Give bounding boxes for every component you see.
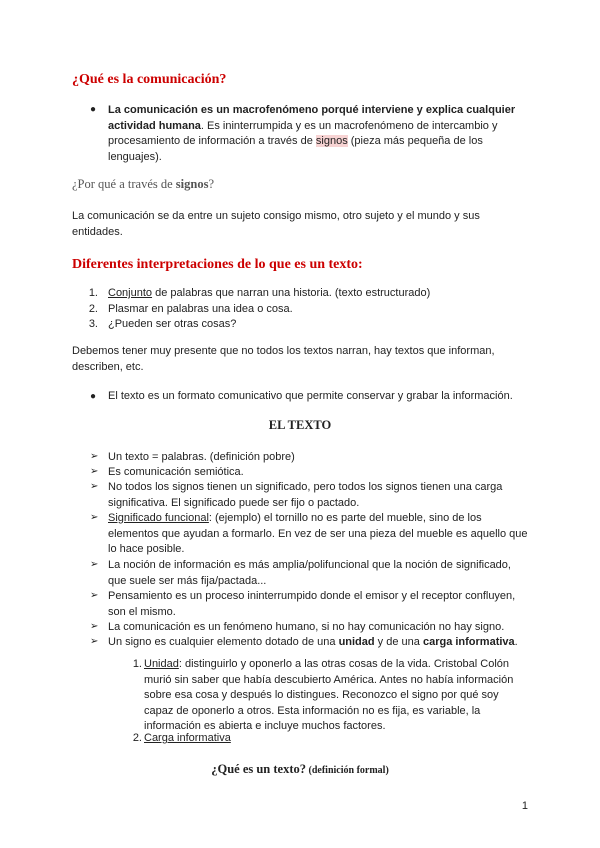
list-item: Un signo es cualquier elemento dotado de una unidad y de una carga informativa.: [108, 636, 518, 648]
arrow-bullet-icon: ➢: [90, 621, 99, 632]
arrow-bullet-icon: ➢: [90, 481, 99, 492]
list-item: Es comunicación semiótica.: [108, 466, 244, 478]
subheading-por-que-signos: ¿Por qué a través de signos?: [72, 177, 214, 191]
heading-interpretaciones: Diferentes interpretaciones de lo que es un texto:: [72, 257, 363, 272]
arrow-bullet-icon: ➢: [90, 512, 99, 523]
list-item: Unidad: distinguirlo y oponerlo a las otras cosas de la vida. Cristobal Colón murió sin saber que había descubierto América. Antes no había información sobre esa cosa y después lo distingues. Reconozco el signo por qué soy capaz de oponerlo a otros. Esta información no es fija, es variable, la información es abierta e incluye muchos factores.: [144, 658, 514, 732]
bullet-paragraph: [108, 103, 528, 165]
list-item: Un texto = palabras. (definición pobre): [108, 451, 295, 463]
page-number: 1: [521, 800, 528, 812]
heading-que-es-texto: ¿Qué es un texto? (definición formal): [211, 762, 389, 776]
list-item: Pensamiento es un proceso ininterrumpido donde el emisor y el receptor confluyen, son el mismo.: [108, 590, 516, 618]
highlight-signos: signos: [315, 135, 348, 147]
bullet-dot: ●: [90, 104, 97, 115]
arrow-bullet-icon: ➢: [90, 466, 99, 477]
heading-el-texto: EL TEXTO: [268, 418, 332, 432]
bullet-dot: ●: [90, 391, 97, 402]
list-item: Carga informativa: [144, 732, 231, 744]
bullet-text-end: (pieza más pequeña de los lenguajes).: [108, 135, 483, 163]
list-number: 1.: [132, 658, 142, 670]
bullet-bold-text: La comunicación es un macrofenómeno porqué interviene y explica cualquier actividad humana: [108, 104, 516, 132]
paragraph-comunicacion: La comunicación se da entre un sujeto consigo mismo, otro sujeto y el mundo y sus entidades.: [72, 210, 480, 238]
bullet-texto-formato: El texto es un formato comunicativo que permite conservar y grabar la información.: [108, 390, 513, 402]
arrow-bullet-icon: ➢: [90, 636, 99, 647]
list-item: Significado funcional: (ejemplo) el tornillo no es parte del mueble, sino de los elementos que ayudan a formarlo. En vez de ser una pieza del mueble es aquello que lo hace posible.: [108, 512, 528, 555]
arrow-bullet-icon: ➢: [90, 559, 99, 570]
list-item: No todos los signos tienen un significado, pero todos los signos tienen una carga significativa. El significado puede ser fijo o pactado.: [108, 481, 503, 509]
list-number: 2.: [132, 732, 142, 744]
arrow-bullet-icon: ➢: [90, 451, 99, 462]
heading-que-es-comunicacion: ¿Qué es la comunicación?: [72, 72, 227, 87]
document-page: ¿Qué es la comunicación? ● La comunicación es un macrofenómeno porqué interviene y explica cualquier actividad humana. Es ininterrumpida y es un macrofenómeno de intercambio y procesamiento de información a través de signos (pieza más pequeña de los lenguajes). ¿Por qué a través de signos? La comunicación se da entre un sujeto consigo mismo, otro sujeto y el mundo y sus entidades. Diferentes interpretaciones de lo que es un texto: 1. Conjunto de palabras que narran una historia. (texto estructurado) 2. Plasmar en palabras una idea o cosa. 3. ¿Pueden ser otras cosas? Debemos tener muy presente que no todos los textos narran, hay textos que informan, describen, etc. ● El texto es un formato comunicativo que permite conservar y grabar la información. EL TEXTO ➢ Un texto = palabras. (definición pobre) ➢ Es comunicación semiótica. ➢ No todos los signos tienen un significado, pero todos los signos tienen una carga significativa. El significado puede ser fijo o pactado. ➢ Significado funcional: (ejemplo) el tornillo no es parte del mueble, sino de los elementos que ayudan a formarlo. En vez de ser una pieza del mueble es aquello que lo hace posible. ➢ La noción de información es más amplia/polifuncional que la noción de significado, que suele ser más fija/pactada... ➢ Pensamiento es un proceso ininterrumpido donde el emisor y el receptor confluyen, son el mismo. ➢ La comunicación es un fenómeno humano, si no hay comunicación no hay signo. ➢ Un signo es cualquier elemento dotado de una unidad y de una carga informativa. 1. Unidad: distinguirlo y oponerlo a las otras cosas de la vida. Cristobal Colón murió sin saber que había descubierto América. Antes no había información sobre esa cosa y después lo distingues. Reconozco el signo por qué soy capaz de oponerlo a otros. Esta información no es fija, es variable, la información es abierta e incluye muchos factores. 2. Carga informativa ¿Qué es un texto? (definición formal) 1: [0, 0, 600, 848]
list-item: La noción de información es más amplia/polifuncional que la noción de significado, que suele ser más fija/pactada...: [108, 559, 511, 587]
list-item: La comunicación es un fenómeno humano, si no hay comunicación no hay signo.: [108, 621, 505, 633]
paragraph-textos-narran: Debemos tener muy presente que no todos los textos narran, hay textos que informan, describen, etc.: [72, 345, 495, 373]
arrow-bullet-icon: ➢: [90, 590, 99, 601]
bullet-text: . Es ininterrumpida y es un macrofenómeno de intercambio y procesamiento de información a través de: [108, 119, 498, 147]
